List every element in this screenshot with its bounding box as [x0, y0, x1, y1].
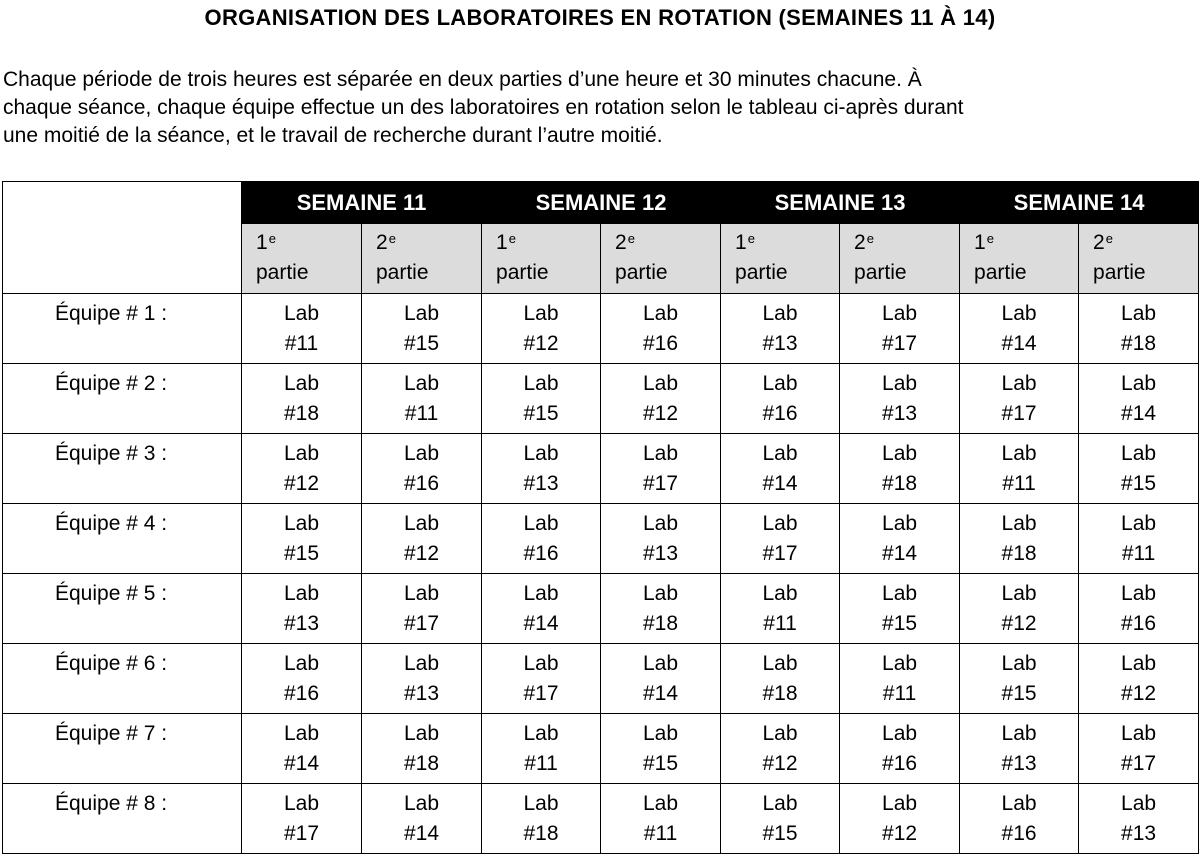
- lab-number: #16: [1121, 612, 1157, 635]
- lab-cell: [960, 644, 1079, 714]
- lab-number: #11: [524, 752, 558, 775]
- lab-word: Lab: [283, 792, 320, 815]
- part-word: partie: [256, 261, 309, 284]
- lab-cell: [840, 504, 960, 574]
- lab-number: #17: [882, 332, 918, 355]
- lab-number: #11: [643, 822, 678, 845]
- lab-number: #15: [283, 542, 320, 565]
- lab-word: Lab: [283, 442, 320, 465]
- lab-word: Lab: [882, 302, 918, 325]
- lab-number: #16: [523, 542, 559, 565]
- table-row: [3, 364, 1199, 434]
- part-number: 1: [735, 231, 747, 254]
- lab-cell: [840, 294, 960, 364]
- lab-word: Lab: [283, 582, 320, 605]
- lab-cell: [1079, 434, 1199, 504]
- lab-number: #11: [284, 332, 319, 355]
- lab-word: Lab: [283, 652, 320, 675]
- lab-number: #17: [1001, 402, 1037, 425]
- team-label: Équipe # 7 :: [3, 714, 242, 784]
- lab-cell: [482, 784, 601, 854]
- lab-cell: [721, 784, 840, 854]
- week-header: SEMAINE 14: [960, 182, 1199, 224]
- week-header: SEMAINE 11: [242, 182, 482, 224]
- team-label: Équipe # 8 :: [3, 784, 242, 854]
- part-word: partie: [974, 261, 1027, 284]
- lab-cell: [362, 504, 482, 574]
- lab-word: Lab: [523, 372, 559, 395]
- lab-word: Lab: [1001, 302, 1037, 325]
- lab-word: Lab: [523, 442, 559, 465]
- intro-paragraph: [3, 66, 1198, 150]
- lab-number: #13: [643, 542, 679, 565]
- lab-number: #18: [523, 822, 559, 845]
- lab-number: #12: [1121, 682, 1157, 705]
- lab-cell: [362, 714, 482, 784]
- lab-cell: [482, 574, 601, 644]
- lab-word: Lab: [523, 722, 559, 745]
- team-label: Équipe # 5 :: [3, 574, 242, 644]
- lab-number: #18: [1121, 332, 1157, 355]
- lab-word: Lab: [523, 512, 559, 535]
- lab-number: #15: [643, 752, 679, 775]
- lab-number: #12: [403, 542, 440, 565]
- lab-word: Lab: [882, 792, 918, 815]
- lab-cell: [242, 294, 362, 364]
- table-row: [3, 784, 1199, 854]
- lab-cell: [960, 294, 1079, 364]
- lab-word: Lab: [283, 302, 320, 325]
- lab-cell: [482, 714, 601, 784]
- lab-word: Lab: [283, 372, 320, 395]
- part-word: partie: [496, 261, 549, 284]
- lab-number: #17: [643, 472, 679, 495]
- lab-number: #12: [643, 402, 679, 425]
- lab-number: #16: [1001, 822, 1037, 845]
- table-corner-cell: [3, 182, 242, 294]
- lab-word: Lab: [1121, 512, 1157, 535]
- part-ordinal-suffix: e: [388, 231, 396, 246]
- lab-word: Lab: [403, 582, 440, 605]
- part-ordinal-suffix: e: [986, 231, 994, 246]
- part-number: 2: [615, 231, 627, 254]
- lab-number: #16: [762, 402, 798, 425]
- lab-cell: [601, 784, 721, 854]
- lab-number: #13: [283, 612, 320, 635]
- lab-number: #14: [1121, 402, 1157, 425]
- lab-number: #18: [643, 612, 679, 635]
- lab-number: #15: [882, 612, 918, 635]
- lab-word: Lab: [523, 652, 559, 675]
- lab-word: Lab: [643, 722, 679, 745]
- lab-word: Lab: [643, 442, 679, 465]
- part-number: 2: [1093, 231, 1105, 254]
- part-word: partie: [376, 261, 429, 284]
- lab-cell: [721, 364, 840, 434]
- lab-number: #15: [403, 332, 440, 355]
- rotation-table: [2, 181, 1199, 854]
- part-word: partie: [735, 261, 788, 284]
- lab-word: Lab: [762, 722, 798, 745]
- intro-line: une moitié de la séance, et le travail de recherche durant l’autre moitié.: [3, 124, 663, 147]
- lab-number: #17: [403, 612, 440, 635]
- part-number: 2: [854, 231, 866, 254]
- lab-word: Lab: [1001, 512, 1037, 535]
- lab-number: #14: [762, 472, 798, 495]
- lab-word: Lab: [1121, 582, 1157, 605]
- intro-line: Chaque période de trois heures est séparée en deux parties d’une heure et 30 minutes chacune. À: [3, 68, 922, 91]
- lab-word: Lab: [523, 302, 559, 325]
- lab-cell: [1079, 714, 1199, 784]
- lab-cell: [960, 364, 1079, 434]
- lab-word: Lab: [1121, 372, 1157, 395]
- page-title: ORGANISATION DES LABORATOIRES EN ROTATION (SEMAINES 11 À 14): [204, 5, 996, 30]
- lab-cell: [601, 714, 721, 784]
- lab-word: Lab: [403, 792, 440, 815]
- lab-cell: [242, 784, 362, 854]
- lab-word: Lab: [403, 652, 440, 675]
- part-number: 1: [496, 231, 508, 254]
- week-header: SEMAINE 13: [721, 182, 960, 224]
- lab-cell: [960, 784, 1079, 854]
- lab-cell: [1079, 574, 1199, 644]
- lab-cell: [482, 504, 601, 574]
- lab-number: #14: [643, 682, 679, 705]
- lab-number: #11: [404, 402, 439, 425]
- lab-word: Lab: [1001, 582, 1037, 605]
- part-header: [362, 224, 482, 294]
- part-number: 1: [974, 231, 986, 254]
- lab-cell: [601, 294, 721, 364]
- lab-cell: [1079, 644, 1199, 714]
- lab-cell: [721, 294, 840, 364]
- lab-cell: [242, 434, 362, 504]
- table-row: [3, 504, 1199, 574]
- lab-cell: [362, 574, 482, 644]
- lab-number: #12: [283, 472, 320, 495]
- lab-number: #16: [882, 752, 918, 775]
- lab-number: #11: [1002, 472, 1036, 495]
- lab-word: Lab: [1001, 442, 1037, 465]
- part-header: [721, 224, 840, 294]
- lab-cell: [960, 434, 1079, 504]
- lab-word: Lab: [762, 792, 798, 815]
- lab-cell: [362, 434, 482, 504]
- lab-word: Lab: [1121, 722, 1157, 745]
- lab-cell: [482, 434, 601, 504]
- lab-number: #16: [643, 332, 679, 355]
- lab-word: Lab: [1001, 652, 1037, 675]
- lab-word: Lab: [762, 372, 798, 395]
- lab-cell: [840, 434, 960, 504]
- lab-number: #15: [1121, 472, 1157, 495]
- lab-word: Lab: [1121, 792, 1157, 815]
- team-label: Équipe # 3 :: [3, 434, 242, 504]
- lab-cell: [840, 644, 960, 714]
- lab-cell: [242, 644, 362, 714]
- table-row: [3, 294, 1199, 364]
- lab-word: Lab: [882, 442, 918, 465]
- lab-cell: [242, 504, 362, 574]
- lab-cell: [1079, 294, 1199, 364]
- lab-number: #12: [882, 822, 918, 845]
- lab-word: Lab: [762, 652, 798, 675]
- lab-word: Lab: [1121, 652, 1157, 675]
- lab-number: #18: [403, 752, 440, 775]
- part-ordinal-suffix: e: [627, 231, 635, 246]
- lab-word: Lab: [882, 652, 918, 675]
- lab-number: #13: [403, 682, 440, 705]
- lab-word: Lab: [643, 512, 679, 535]
- lab-number: #14: [403, 822, 440, 845]
- lab-cell: [1079, 504, 1199, 574]
- lab-cell: [482, 294, 601, 364]
- table-row: [3, 714, 1199, 784]
- week-header-row: [3, 182, 1199, 224]
- lab-cell: [242, 714, 362, 784]
- part-word: partie: [854, 261, 907, 284]
- lab-word: Lab: [882, 372, 918, 395]
- lab-number: #13: [882, 402, 918, 425]
- lab-number: #15: [762, 822, 798, 845]
- lab-number: #18: [1001, 542, 1037, 565]
- lab-cell: [601, 364, 721, 434]
- lab-cell: [960, 714, 1079, 784]
- lab-number: #13: [1001, 752, 1037, 775]
- table-row: [3, 574, 1199, 644]
- team-label: Équipe # 6 :: [3, 644, 242, 714]
- part-number: 1: [256, 231, 268, 254]
- lab-word: Lab: [403, 442, 440, 465]
- part-ordinal-suffix: e: [866, 231, 874, 246]
- lab-cell: [242, 364, 362, 434]
- part-number: 2: [376, 231, 388, 254]
- lab-word: Lab: [643, 372, 679, 395]
- lab-number: #11: [763, 612, 797, 635]
- part-ordinal-suffix: e: [747, 231, 755, 246]
- lab-cell: [960, 574, 1079, 644]
- team-label: Équipe # 4 :: [3, 504, 242, 574]
- lab-word: Lab: [523, 582, 559, 605]
- lab-cell: [242, 574, 362, 644]
- table-row: [3, 644, 1199, 714]
- lab-word: Lab: [283, 512, 320, 535]
- lab-cell: [721, 504, 840, 574]
- part-header: [840, 224, 960, 294]
- lab-number: #12: [762, 752, 798, 775]
- lab-word: Lab: [283, 722, 320, 745]
- lab-number: #14: [523, 612, 559, 635]
- lab-number: #18: [762, 682, 798, 705]
- lab-number: #13: [523, 472, 559, 495]
- lab-number: #17: [1121, 752, 1157, 775]
- intro-line: chaque séance, chaque équipe effectue un des laboratoires en rotation selon le tableau ci-après durant: [3, 96, 964, 119]
- lab-number: #16: [283, 682, 320, 705]
- lab-cell: [362, 644, 482, 714]
- lab-number: #13: [1121, 822, 1157, 845]
- lab-number: #11: [1121, 542, 1156, 565]
- lab-number: #18: [882, 472, 918, 495]
- lab-word: Lab: [762, 302, 798, 325]
- lab-cell: [601, 574, 721, 644]
- lab-cell: [840, 714, 960, 784]
- lab-cell: [960, 504, 1079, 574]
- lab-word: Lab: [882, 582, 918, 605]
- lab-word: Lab: [643, 652, 679, 675]
- lab-word: Lab: [1001, 372, 1037, 395]
- table-body: [3, 294, 1199, 854]
- lab-number: #12: [1001, 612, 1037, 635]
- lab-cell: [482, 644, 601, 714]
- lab-number: #11: [882, 682, 917, 705]
- lab-number: #13: [762, 332, 798, 355]
- lab-word: Lab: [1121, 442, 1157, 465]
- part-word: partie: [1093, 261, 1146, 284]
- lab-word: Lab: [403, 302, 440, 325]
- lab-word: Lab: [762, 512, 798, 535]
- lab-number: #12: [523, 332, 559, 355]
- part-header: [242, 224, 362, 294]
- lab-number: #17: [762, 542, 798, 565]
- part-header: [1079, 224, 1199, 294]
- lab-word: Lab: [643, 582, 679, 605]
- part-ordinal-suffix: e: [268, 231, 276, 246]
- lab-number: #16: [403, 472, 440, 495]
- lab-word: Lab: [523, 792, 559, 815]
- lab-number: #18: [283, 402, 320, 425]
- lab-cell: [1079, 784, 1199, 854]
- team-label: Équipe # 2 :: [3, 364, 242, 434]
- lab-cell: [362, 294, 482, 364]
- part-word: partie: [615, 261, 668, 284]
- lab-word: Lab: [403, 512, 440, 535]
- lab-word: Lab: [882, 722, 918, 745]
- lab-cell: [721, 574, 840, 644]
- lab-word: Lab: [403, 372, 440, 395]
- lab-number: #15: [523, 402, 559, 425]
- lab-cell: [840, 364, 960, 434]
- lab-cell: [601, 434, 721, 504]
- lab-word: Lab: [762, 582, 798, 605]
- lab-word: Lab: [1001, 722, 1037, 745]
- part-header: [482, 224, 601, 294]
- lab-word: Lab: [1121, 302, 1157, 325]
- lab-cell: [721, 434, 840, 504]
- lab-cell: [1079, 364, 1199, 434]
- lab-number: #17: [283, 822, 320, 845]
- team-label: Équipe # 1 :: [3, 294, 242, 364]
- part-ordinal-suffix: e: [1105, 231, 1113, 246]
- lab-number: #15: [1001, 682, 1037, 705]
- lab-word: Lab: [643, 792, 679, 815]
- part-ordinal-suffix: e: [508, 231, 516, 246]
- part-header: [960, 224, 1079, 294]
- lab-cell: [482, 364, 601, 434]
- lab-cell: [840, 574, 960, 644]
- lab-cell: [721, 644, 840, 714]
- lab-cell: [362, 364, 482, 434]
- lab-word: Lab: [643, 302, 679, 325]
- week-header: SEMAINE 12: [482, 182, 721, 224]
- lab-cell: [840, 784, 960, 854]
- lab-cell: [362, 784, 482, 854]
- table-row: [3, 434, 1199, 504]
- lab-word: Lab: [882, 512, 918, 535]
- lab-number: #17: [523, 682, 559, 705]
- lab-word: Lab: [1001, 792, 1037, 815]
- lab-cell: [721, 714, 840, 784]
- lab-word: Lab: [762, 442, 798, 465]
- lab-word: Lab: [403, 722, 440, 745]
- lab-number: #14: [1001, 332, 1037, 355]
- lab-cell: [601, 644, 721, 714]
- part-header: [601, 224, 721, 294]
- lab-cell: [601, 504, 721, 574]
- lab-number: #14: [283, 752, 320, 775]
- lab-number: #14: [882, 542, 918, 565]
